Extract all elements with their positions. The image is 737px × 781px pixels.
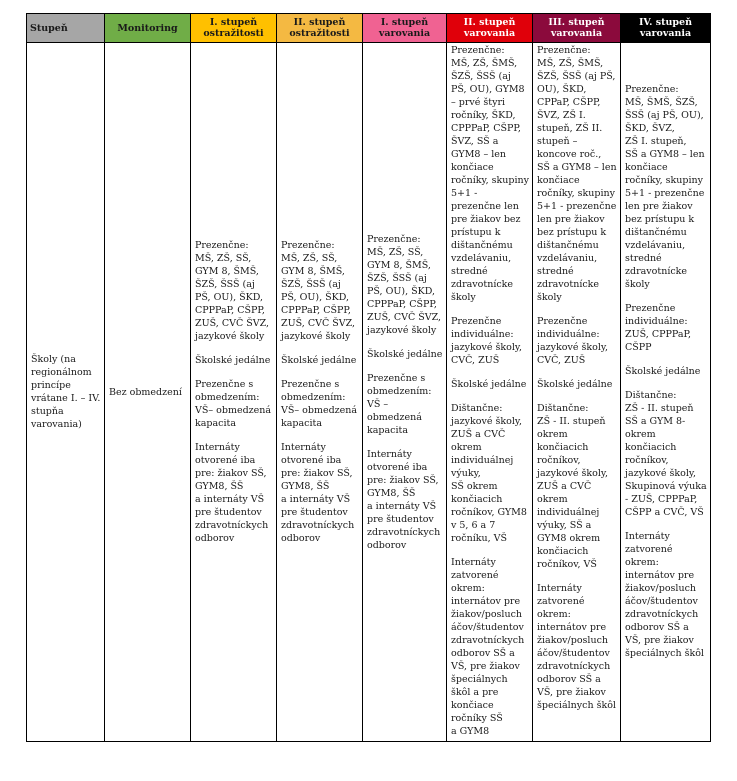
cell-paragraph: Internáty zatvorené okrem: internátov pre žiakov/posluch áčov/študentov zdravotníckych odborov SŠ a VŠ, pre žiakov špeciálnych škôl — [625, 531, 704, 659]
cell-paragraph: Prezenčne individuálne: jazykové školy, CVČ, ZUŠ — [537, 316, 608, 366]
header-row — [27, 14, 711, 43]
cell-paragraph: Školské jedálne — [367, 348, 443, 360]
header-varovanie-2: II. stupeň varovania — [447, 14, 533, 43]
cell-paragraph: Dištančne: ZŠ - II. stupeň okrem končiacich ročníkov, jazykové školy, ZUŠ a CVČ okrem individuálnej výuky, SŠ a GYM8 okrem končiacich ročníkov, VŠ — [537, 403, 608, 570]
cell-paragraph: Internáty otvorené iba pre: žiakov SŠ, GYM8, ŠŠ a internáty VŠ pre študentov zdravotníckych odborov — [281, 442, 355, 544]
cell-paragraph: Dištančne: ZŠ - II. stupeň SŠ a GYM 8- okrem končiacich ročníkov, jazykové školy, Skupinová výuka - ZUŠ, CPPPaP, CŠPP a CVČ, VŠ — [625, 390, 707, 518]
varovanie-1-paragraphs — [367, 43, 443, 741]
cell-paragraph: Prezenčne s obmedzením: VŠ –obmedzená kapacita — [367, 372, 432, 436]
header-varovanie-3: III. stupeň varovania — [533, 14, 621, 43]
header-monitoring: Monitoring — [105, 14, 191, 43]
ostrazitost-1-paragraphs — [195, 43, 273, 741]
cell-paragraph: Internáty otvorené iba pre: žiakov SŠ, GYM8, ŠŠ a internáty VŠ pre študentov zdravotníckych odborov — [195, 442, 269, 544]
header-varovanie-4: IV. stupeň varovania — [621, 14, 711, 43]
row-label: Školy (na regionálnom princípe vrátane I. – IV. stupňa varovania) — [31, 354, 101, 430]
varovanie-3-cell — [533, 43, 621, 742]
header-ostrazitost-1: I. stupeň ostražitosti — [191, 14, 277, 43]
ostrazitost-2-paragraphs — [281, 43, 359, 741]
varovanie-2-paragraphs — [451, 43, 529, 742]
varovanie-3-paragraphs — [537, 43, 617, 742]
varovanie-1-cell — [363, 43, 447, 742]
cell-paragraph: Školské jedálne — [451, 379, 527, 390]
cell-paragraph: Dištančne: jazykové školy, ZUŠ a CVČ okrem individuálnej výuky, SŠ okrem končiacich ročníkov, GYM8 v 5, 6 a 7 ročníku, VŠ — [451, 403, 527, 544]
cell-paragraph: Prezenčne: MŠ, ZŠ, ŠMŠ, ŠZŠ, ŠSŠ (aj PŠ, OU), GYM8 – prvé štyri ročníky, ŠKD, CPPPaP, CŠPP, ŠVZ, SŠ a GYM8 – len končiace ročníky, skupiny 5+1 - prezenčne len pre žiakov bez prístupu k dištančnému vzdelávaniu, stredné zdravotnícke školy — [451, 45, 529, 303]
varovanie-4-cell — [621, 43, 711, 742]
header-varovanie-1: I. stupeň varovania — [363, 14, 447, 43]
cell-paragraph: Školské jedálne — [281, 355, 357, 366]
row-label-cell — [27, 43, 105, 742]
measures-table — [26, 13, 711, 742]
varovanie-2-cell — [447, 43, 533, 742]
cell-paragraph: Prezenčne: MŠ, ZŠ, SŠ, GYM 8, ŠMŠ, ŠZŠ, ŠSŠ (aj PŠ, OU), ŠKD, CPPPaP, CŠPP, ZUŠ, CVČ ŠVZ, jazykové školy — [281, 240, 356, 342]
table-row — [27, 43, 711, 742]
cell-paragraph: Prezenčne: MŠ, ZŠ, ŠMŠ, ŠZŠ, ŠSŠ (aj PŠ, OU), ŠKD, CPPaP, CŠPP, ŠVZ, ZŠ I. stupeň, ZŠ II. stupeň – koncove roč., SŠ a GYM8 – len končiace ročníky, skupiny 5+1 - prezenčne len pre žiakov bez prístupu k dištančnému vzdelávaniu, stredné zdravotnícke školy — [537, 45, 617, 303]
ostrazitost-1-cell — [191, 43, 277, 742]
cell-paragraph: Internáty zatvorené okrem: internátov pre žiakov/posluch áčov/študentov zdravotníckych odborov SŠ a VŠ, pre žiakov špeciálnych škôl — [537, 583, 616, 711]
cell-paragraph: Prezenčne: MŠ, ZŠ, SŠ, GYM 8, ŠMŠ, ŠZŠ, ŠSŠ (aj PŠ, OU), ŠKD, CPPPaP, CŠPP, ZUŠ, CVČ ŠVZ, jazykové školy — [195, 240, 270, 342]
cell-paragraph: Internáty otvorené iba pre: žiakov SŠ, GYM8, ŠŠ a internáty VŠ pre študentov zdravotníckych odborov — [367, 448, 441, 551]
cell-paragraph: Školské jedálne — [537, 379, 613, 390]
cell-paragraph: Prezenčne s obmedzením: VŠ– obmedzená kapacita — [281, 379, 358, 429]
cell-paragraph: Internáty zatvorené okrem: internátov pre žiakov/posluch áčov/študentov zdravotníckych odborov SŠ a VŠ, pre žiakov špeciálnych škôl a pre končiace ročníky SŠ a GYM8 — [451, 557, 525, 737]
ostrazitost-2-cell — [277, 43, 363, 742]
cell-paragraph: Školské jedálne — [195, 355, 271, 366]
monitoring-text: Bez obmedzení — [109, 386, 182, 398]
header-ostrazitost-2: II. stupeň ostražitosti — [277, 14, 363, 43]
cell-paragraph: Prezenčne: MŠ, ŠMŠ, ŠZŠ, ŠSŠ (aj PŠ, OU), ŠKD, ŠVZ, ZŠ I. stupeň, SŠ a GYM8 – len končiace ročníky, skupiny 5+1 - prezenčne len pre žiakov bez prístupu k dištančnému vzdelávaniu, stredné zdravotnícke školy — [625, 84, 705, 290]
cell-paragraph: Prezenčne s obmedzením: VŠ– obmedzená kapacita — [195, 379, 272, 429]
header-stupen: Stupeň — [27, 14, 105, 43]
monitoring-cell — [105, 43, 191, 742]
varovanie-4-paragraphs — [625, 43, 707, 781]
cell-paragraph: Školské jedálne — [625, 366, 701, 377]
cell-paragraph: Prezenčne: MŠ, ZŠ, SŠ, GYM 8, ŠMŠ, ŠZŠ, ŠSŠ (aj PŠ, OU), ŠKD, CPPPaP, CŠPP, ZUŠ, CVČ ŠVZ, jazykové školy — [367, 233, 442, 336]
cell-paragraph: Prezenčne individuálne: jazykové školy, CVČ, ZUŠ — [451, 316, 522, 366]
cell-paragraph: Prezenčne individuálne: ZUŠ, CPPPaP, CŠPP — [625, 303, 691, 353]
